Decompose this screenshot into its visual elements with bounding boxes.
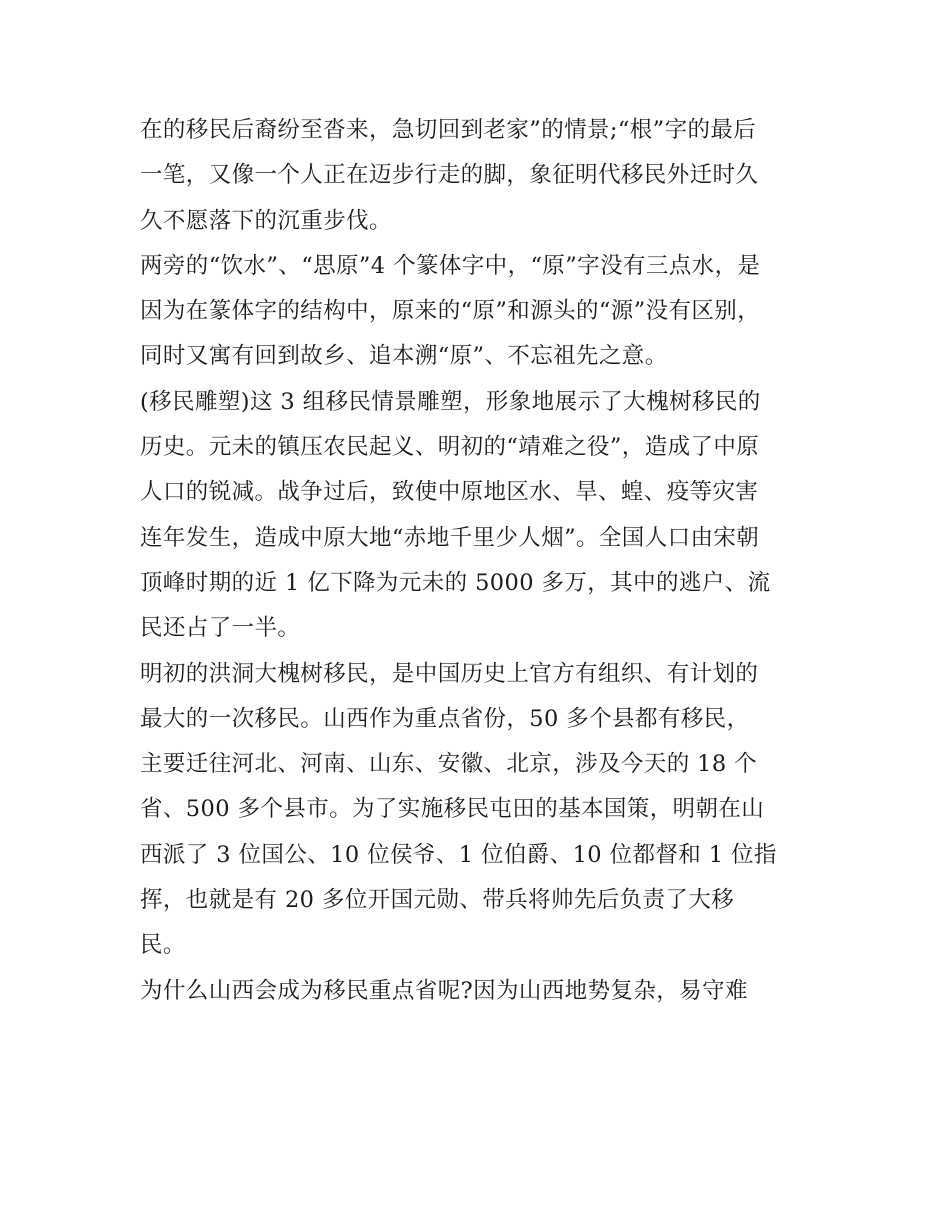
text-line: 明初的洪洞大槐树移民，是中国历史上官方有组织、有计划的 <box>140 660 759 687</box>
text-line: 为什么山西会成为移民重点省呢?因为山西地势复杂，易守难 <box>140 977 748 1004</box>
text-line: 顶峰时期的近 1 亿下降为元未的 5000 多万，其中的逃户、流 <box>140 569 771 596</box>
text-line: 一笔，又像一个人正在迈步行走的脚，象征明代移民外迁时久 <box>140 162 759 189</box>
text-line: 西派了 3 位国公、10 位侯爷、1 位伯爵、10 位都督和 1 位指 <box>140 841 777 868</box>
text-line: 因为在篆体字的结构中，原来的“原”和源头的“源”没有区别， <box>140 298 761 325</box>
text-line: 民还占了一半。 <box>140 615 301 642</box>
text-line: 在的移民后裔纷至沓来，急切回到老家”的情景;“根”字的最后 <box>140 117 757 143</box>
text-line: 久不愿落下的沉重步伐。 <box>140 207 392 234</box>
body-text <box>140 108 830 1014</box>
text-line: 人口的锐减。战争过后，致使中原地区水、旱、蝗、疫等灾害 <box>140 479 759 506</box>
text-line: 最大的一次移民。山西作为重点省份，50 多个县都有移民， <box>140 705 750 732</box>
text-line: 省、500 多个县市。为了实施移民屯田的基本国策，明朝在山 <box>140 796 765 823</box>
text-line: (移民雕塑)这 3 组移民情景雕塑，形象地展示了大槐树移民的 <box>140 388 761 415</box>
text-line: 同时又寓有回到故乡、追本溯“原”、不忘祖先之意。 <box>140 343 668 370</box>
text-line: 民。 <box>140 932 186 959</box>
text-line: 两旁的“饮水”、“思原”4 个篆体字中，“原”字没有三点水，是 <box>140 252 761 279</box>
text-line: 主要迁往河北、河南、山东、安徽、北京，涉及今天的 18 个 <box>140 751 758 778</box>
text-line: 挥，也就是有 20 多位开国元勋、带兵将帅先后负责了大移 <box>140 887 735 914</box>
text-line: 历史。元未的镇压农民起义、明初的“靖难之役”，造成了中原 <box>140 434 760 461</box>
text-line: 连年发生，造成中原大地“赤地千里少人烟”。全国人口由宋朝 <box>140 524 760 551</box>
